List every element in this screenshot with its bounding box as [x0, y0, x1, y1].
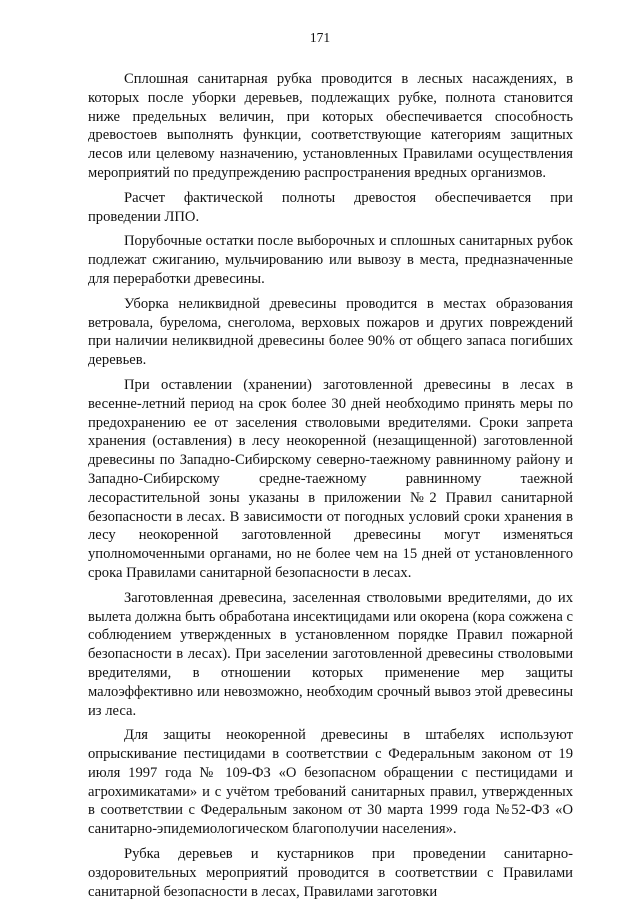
- paragraph-timber-storage: При оставлении (хранении) заготовленной древесины в лесах в весенне-летний период на срок более 30 дней необходимо принять меры по предохранению ее от заселения стволовыми вредителями. Сроки запрета хранения (оставления) в лесу неокоренной (незащищенной) заготовленной древесины по Западно-Сибирскому северно-таежному равнинному району и Западно-Сибирскому средне-таежному равнинному таежной лесорастительной зоны указаны в приложении №2 Правил санитарной безопасности в лесах. В зависимости от погодных условий сроки хранения в лесу неокоренной заготовленной древесины могут изменяться уполномоченными органами, но не более чем на 15 дней от установленного срока Правилами санитарной безопасности в лесах.: [88, 376, 573, 581]
- paragraph-stand-density-calculation: Расчет фактической полноты древостоя обеспечивается при проведении ЛПО.: [88, 189, 573, 225]
- paragraph-tree-felling-rules: Рубка деревьев и кустарников при проведении санитарно-оздоровительных мероприятий проводится в соответствии с Правилами санитарной безопасности в лесах, Правилами заготовки: [88, 846, 573, 900]
- paragraph-clear-sanitary-felling: Сплошная санитарная рубка проводится в лесных насаждениях, в которых после уборки деревьев, подлежащих рубке, полнота становится ниже предельных величин, при которых обеспечивается способность древостоев выполнять функции, соответствующие категориям защитных лесов или целевому назначению, установленных Правилами осуществления мероприятий по предупреждению распространения вредных организмов.: [88, 71, 573, 181]
- paragraph-felling-residues: Порубочные остатки после выборочных и сплошных санитарных рубок подлежат сжиганию, мульчированию или вывозу в места, предназначенные для переработки древесины.: [88, 233, 573, 287]
- document-body: [88, 70, 573, 901]
- paragraph-nonmarketable-timber: Уборка неликвидной древесины проводится в местах образования ветровала, бурелома, снеголома, верховых пожаров и других повреждений при наличии неликвидной древесины более 90% от общего запаса погибших деревьев.: [88, 295, 573, 369]
- page-number: 171: [309, 30, 331, 45]
- paragraph-infested-timber: Заготовленная древесина, заселенная стволовыми вредителями, до их вылета должна быть обработана инсектицидами или окорена (кора сожжена с соблюдением утвержденных в установленном порядке Правил пожарной безопасности в лесах). При заселении заготовленной древесины стволовыми вредителями, в отношении которых применение мер защиты малоэффективно или невозможно, необходим срочный вывоз этой древесины из леса.: [88, 589, 573, 719]
- paragraph-pesticide-protection: Для защиты неокоренной древесины в штабелях используют опрыскивание пестицидами в соответствии с Федеральным законом от 19 июля 1997 года № 109-ФЗ «О безопасном обращении с пестицидами и агрохимикатами» и с учётом требований санитарных правил, утвержденных в соответствии с Федеральным законом от 30 марта 1999 года №52-ФЗ «О санитарно-эпидемиологическом благополучии населения».: [88, 727, 573, 838]
